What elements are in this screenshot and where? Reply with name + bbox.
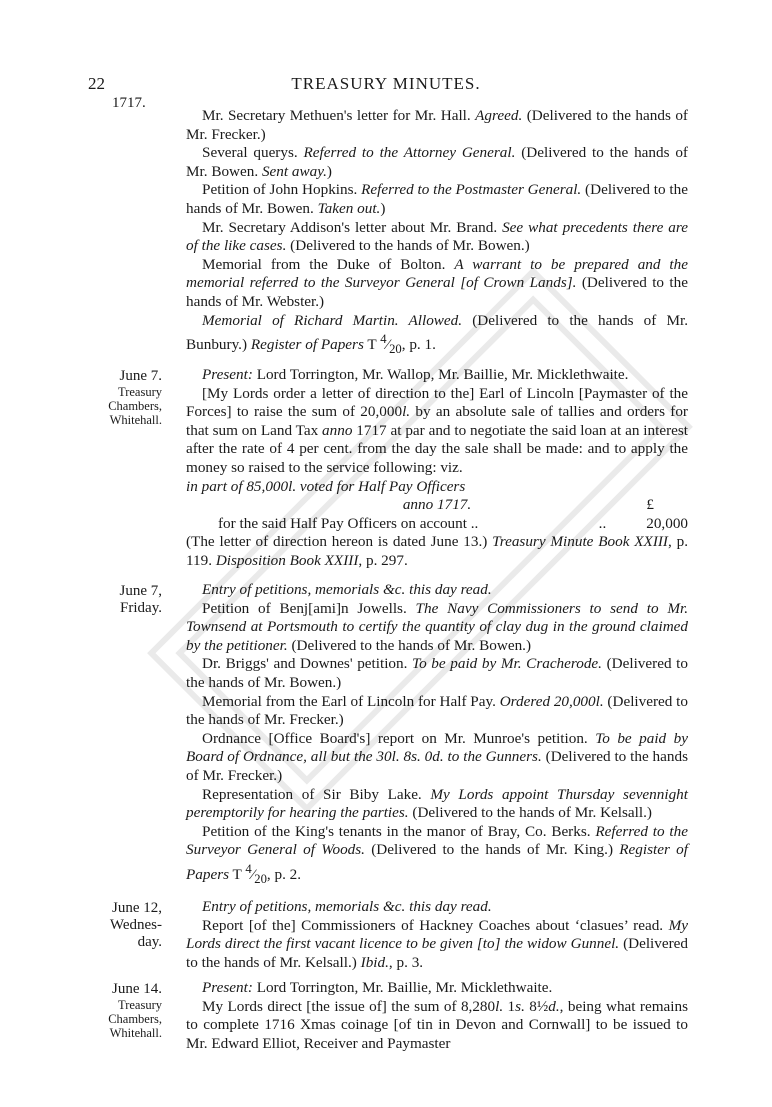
entry-body: My Lords direct [the issue of] the sum of 8,280l. 1s. 8½d., being what remains to complete 1716 Xmas coinage [of tin in Devon and Cornwall] to be issued to Mr. Edward Elliot, Receiver and Paymaster	[186, 997, 689, 1052]
entry: Entry of petitions, memorials &c. this day read.	[202, 581, 492, 598]
margin-day: day.	[137, 934, 162, 950]
vote-line: in part of 85,000l. voted for Half Pay Officers	[186, 477, 466, 495]
account-row	[186, 515, 688, 534]
margin-place: Chambers,	[108, 399, 162, 413]
section-4	[186, 898, 688, 972]
entry-note: (The letter of direction hereon is dated June 13.) Treasury Minute Book XXIII, p. 119. Disposition Book XXIII, p. 297.	[186, 533, 689, 569]
margin-date: June 7.	[119, 368, 162, 384]
entry: Entry of petitions, memorials &c. this day read.	[202, 898, 492, 915]
page-number: 22	[88, 74, 105, 93]
margin-date-june-7-friday	[82, 583, 162, 617]
vote-year: anno 1717.	[402, 496, 472, 514]
margin-date: June 14.	[112, 981, 162, 997]
entry: Memorial of Richard Martin. Allowed. (Delivered to the hands of Mr. Bunbury.) Register of Papers T $^4⁄_{20}$, p. 1.	[186, 311, 689, 357]
margin-date: June 12,	[112, 900, 162, 916]
entry: Petition of Benj[ami]n Jowells. The Navy Commissioners to send to Mr. Townsend at Portsmouth to certify the quantity of clay dug in the ground claimed by the petitioner. (Delivered to the hands of Mr. Bowen.)	[186, 599, 689, 654]
entry-body: [My Lords order a letter of direction to the] Earl of Lincoln [Paymaster of the Forces] to raise the sum of 20,000l. by an absolute sale of tallies and orders for that sum on Land Tax anno 1717 at par and to negotiate the said loan at an interest after the rate of 4 per cent. from the day the sale shall be made: and to apply the money so raised to the service following: viz.	[186, 384, 688, 476]
margin-year: 1717.	[112, 95, 146, 111]
entry: Memorial from the Duke of Bolton. A warrant to be prepared and the memorial referred to the Surveyor General [of Crown Lands]. (Delivered to the hands of Mr. Webster.)	[186, 255, 688, 310]
entry: Ordnance [Office Board's] report on Mr. Munroe's petition. To be paid by Board of Ordnance, all but the 30l. 8s. 0d. to the Gunners. (Delivered to the hands of Mr. Frecker.)	[186, 729, 688, 784]
account-value: 20,000	[646, 514, 688, 532]
present-line: Present: Lord Torrington, Mr. Baillie, Mr. Micklethwaite.	[202, 979, 553, 996]
margin-date-june-12	[82, 900, 162, 951]
entry: Petition of the King's tenants in the manor of Bray, Co. Berks. Referred to the Surveyor General of Woods. (Delivered to the hands of Mr. King.) Register of Papers T $^4⁄_{20}$, p. 2.	[186, 822, 688, 886]
entry: Representation of Sir Biby Lake. My Lords appoint Thursday sevennight peremptorily for hearing the parties. (Delivered to the hands of Mr. Kelsall.)	[186, 785, 688, 822]
entry: Petition of John Hopkins. Referred to the Postmaster General. (Delivered to the hands of Mr. Bowen. Taken out.)	[186, 181, 688, 217]
present-line: Present: Lord Torrington, Mr. Wallop, Mr. Baillie, Mr. Micklethwaite.	[202, 366, 629, 383]
margin-date: June 7,	[119, 583, 162, 599]
margin-place: Chambers,	[108, 1012, 162, 1026]
margin-day: Wednes-	[109, 917, 162, 933]
entry: Mr. Secretary Methuen's letter for Mr. Hall. Agreed. (Delivered to the hands of Mr. Frecker.)	[186, 107, 688, 143]
section-3	[186, 581, 688, 889]
margin-date-june-14	[82, 981, 162, 1040]
entry: Memorial from the Earl of Lincoln for Half Pay. Ordered 20,000l. (Delivered to the hands of Mr. Frecker.)	[186, 692, 688, 729]
entry: Dr. Briggs' and Downes' petition. To be paid by Mr. Cracherode. (Delivered to the hands of Mr. Bowen.)	[186, 655, 688, 691]
section-1	[186, 107, 688, 359]
running-title: TREASURY MINUTES.	[291, 74, 481, 93]
margin-day: Friday.	[120, 600, 162, 616]
entry: Report [of the] Commissioners of Hackney Coaches about ‘clasues’ read. My Lords direct the first vacant licence to be given [to] the widow Gunnel. (Delivered to the hands of Mr. Kelsall.) Ibid., p. 3.	[186, 916, 688, 971]
margin-place: Treasury	[118, 385, 162, 399]
section-2	[186, 366, 688, 571]
vote-year-row	[186, 496, 688, 515]
entry: Several querys. Referred to the Attorney General. (Delivered to the hands of Mr. Bowen. Sent away.)	[186, 144, 688, 180]
leader-dots: ..	[598, 514, 607, 532]
currency-symbol: £	[646, 496, 654, 514]
section-5	[186, 979, 688, 1053]
margin-place: Whitehall.	[109, 413, 162, 427]
account-label: for the said Half Pay Officers on account ..	[218, 514, 479, 532]
margin-place: Treasury	[118, 998, 162, 1012]
margin-date-june-7	[82, 368, 162, 427]
margin-place: Whitehall.	[109, 1026, 162, 1040]
entry: Mr. Secretary Addison's letter about Mr. Brand. See what precedents there are of the like cases. (Delivered to the hands of Mr. Bowen.)	[186, 218, 688, 255]
